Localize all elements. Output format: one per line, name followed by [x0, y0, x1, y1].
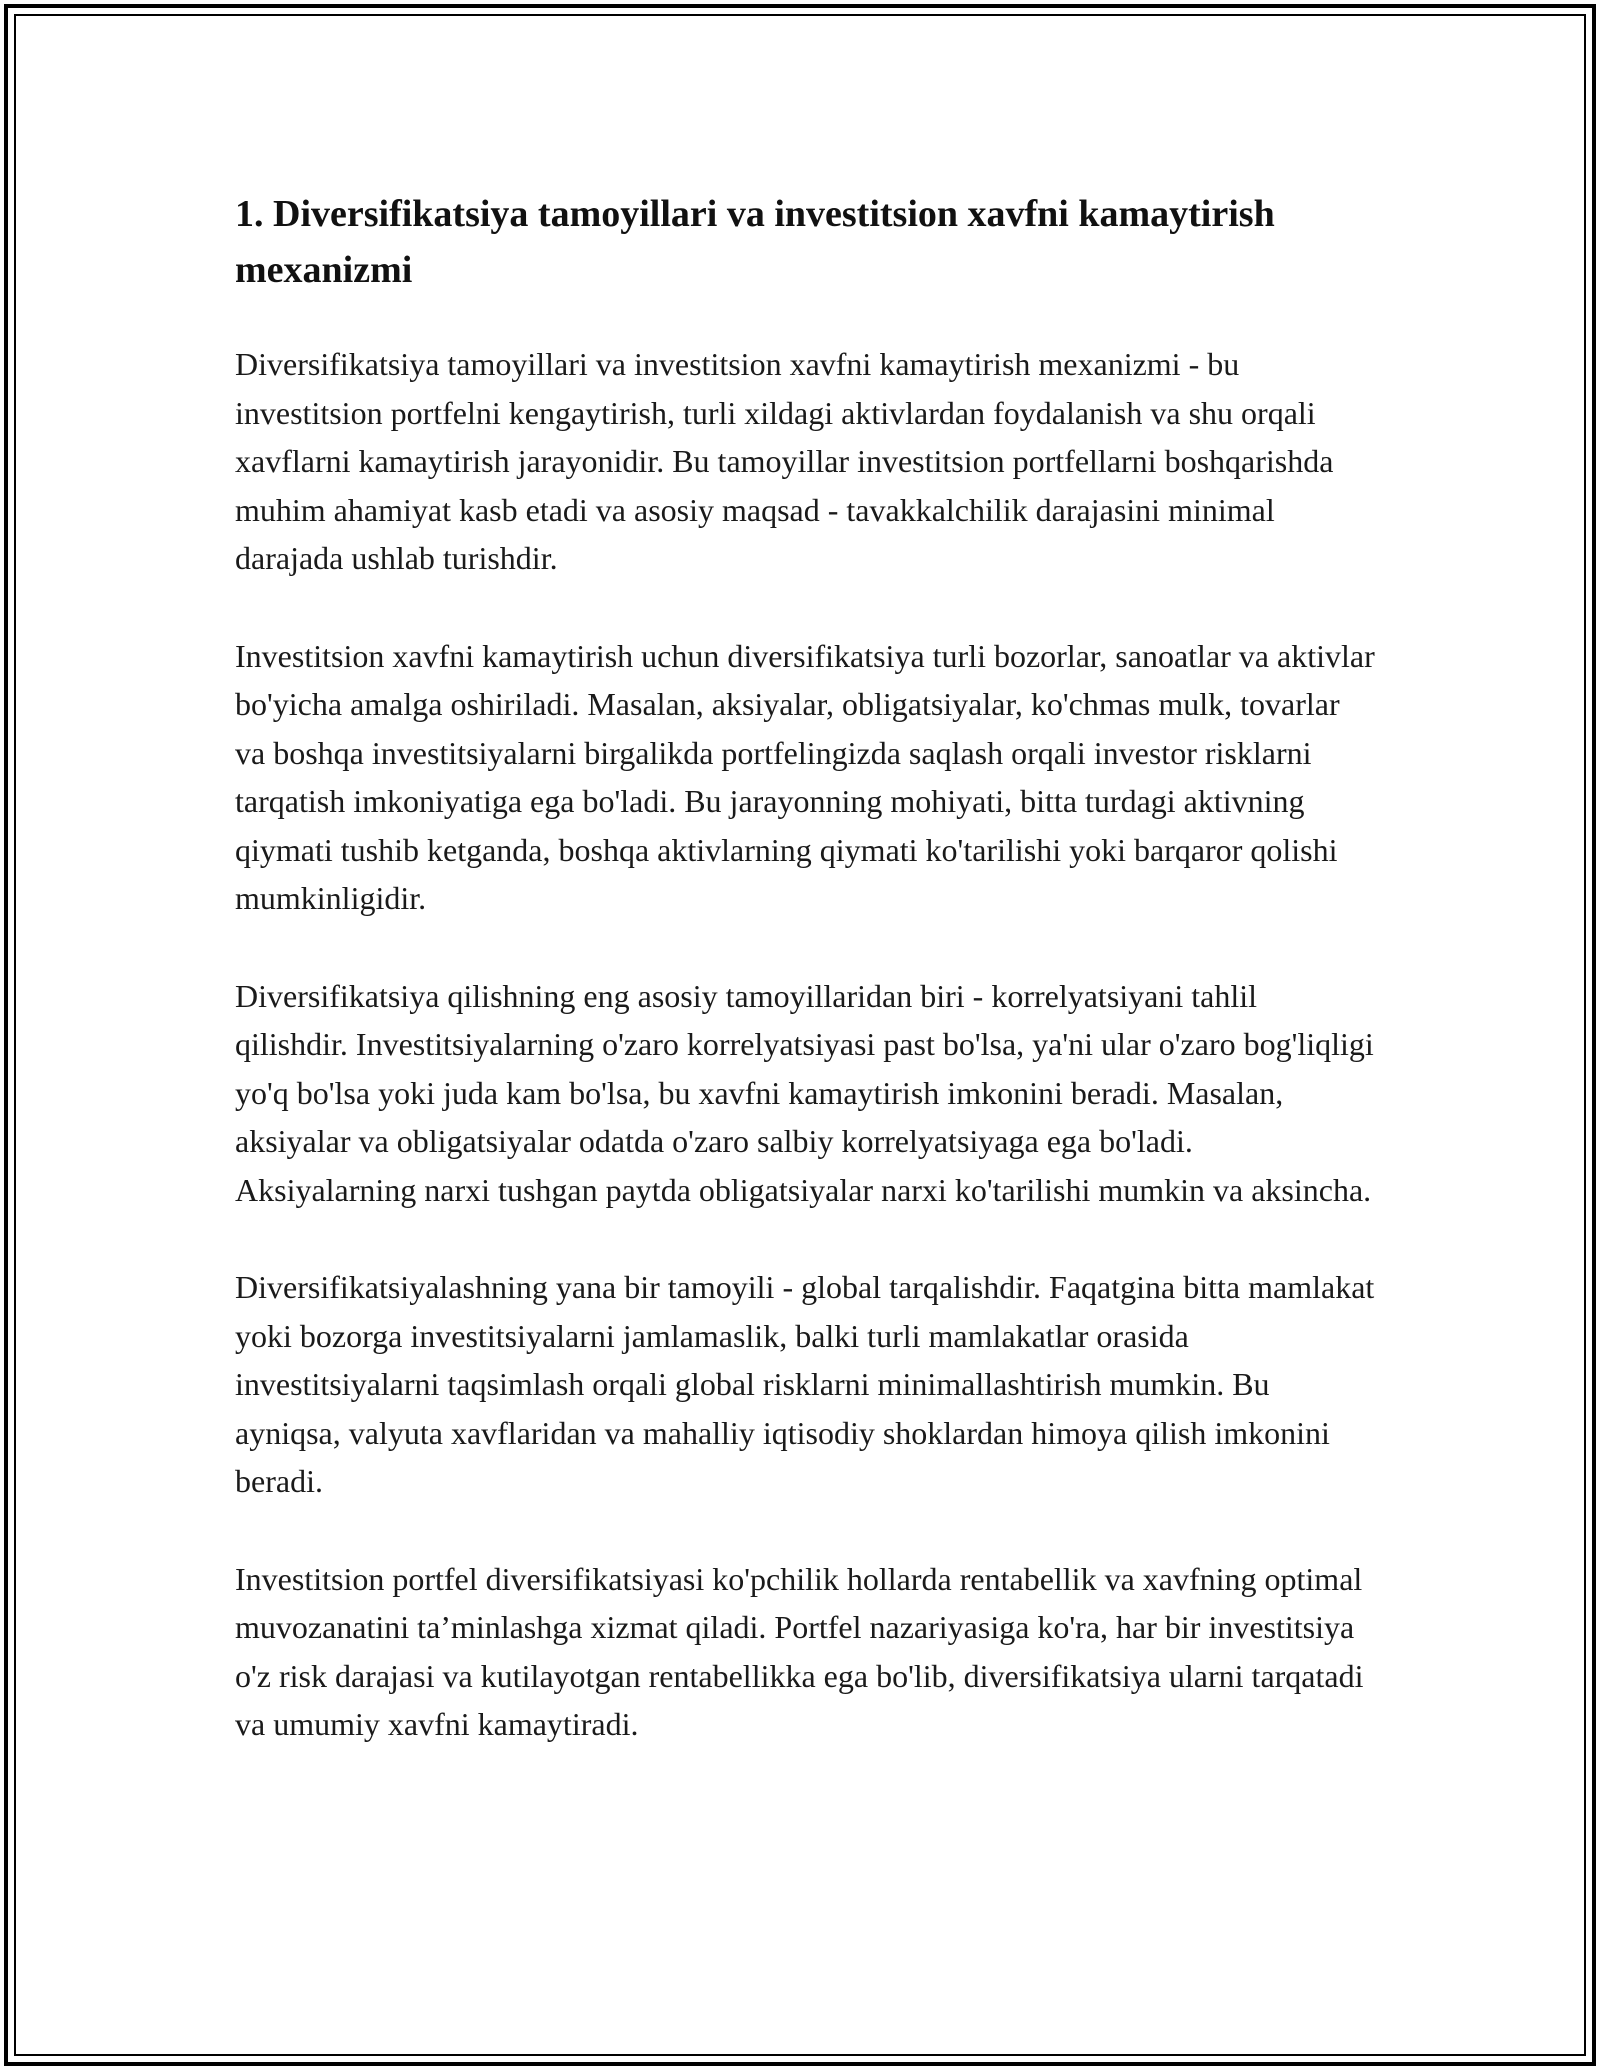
- document-body: [235, 186, 1375, 1798]
- paragraph-4: Diversifikatsiyalashning yana bir tamoyili - global tarqalishdir. Faqatgina bitta mamlakat yoki bozorga investitsiyalarni jamlamaslik, balki turli mamlakatlar orasida investitsiyalarni taqsimlash orqali global risklarni minimallashtirish mumkin. Bu ayniqsa, valyuta xavflaridan va mahalliy iqtisodiy shoklardan himoya qilish imkonini beradi.: [235, 1269, 1375, 1499]
- paragraph-1: Diversifikatsiya tamoyillari va investitsion xavfni kamaytirish mexanizmi - bu investitsion portfelni kengaytirish, turli xildagi aktivlardan foydalanish va shu orqali xavflarni kamaytirish jarayonidir. Bu tamoyillar investitsion portfellarni boshqarishda muhim ahamiyat kasb etadi va asosiy maqsad - tavakkalchilik darajasini minimal darajada ushlab turishdir.: [235, 346, 1334, 576]
- section-title: 1. Diversifikatsiya tamoyillari va investitsion xavfni kamaytirish mexanizmi: [235, 193, 1275, 291]
- paragraph-2: Investitsion xavfni kamaytirish uchun diversifikatsiya turli bozorlar, sanoatlar va aktivlar bo'yicha amalga oshiriladi. Masalan, aksiyalar, obligatsiyalar, ko'chmas mulk, tovarlar va boshqa investitsiyalarni birgalikda portfelingizda saqlash orqali investor risklarni tarqatish imkoniyatiga ega bo'ladi. Bu jarayonning mohiyati, bitta turdagi aktivning qiymati tushib ketganda, boshqa aktivlarning qiymati ko'tarilishi yoki barqaror qolishi mumkinligidir.: [235, 637, 1375, 916]
- paragraph-5: Investitsion portfel diversifikatsiyasi ko'pchilik hollarda rentabellik va xavfning optimal muvozanatini ta’minlashga xizmat qiladi. Portfel nazariyasiga ko'ra, har bir investitsiya o'z risk darajasi va kutilayotgan rentabellikka ega bo'lib, diversifikatsiya ularni tarqatadi va umumiy xavfni kamaytiradi.: [235, 1560, 1364, 1742]
- paragraph-3: Diversifikatsiya qilishning eng asosiy tamoyillaridan biri - korrelyatsiyani tahlil qilishdir. Investitsiyalarning o'zaro korrelyatsiyasi past bo'lsa, ya'ni ular o'zaro bog'liqligi yo'q bo'lsa yoki juda kam bo'lsa, bu xavfni kamaytirish imkonini beradi. Masalan, aksiyalar va obligatsiyalar odatda o'zaro salbiy korrelyatsiyaga ega bo'ladi. Aksiyalarning narxi tushgan paytda obligatsiyalar narxi ko'tarilishi mumkin va aksincha.: [235, 977, 1374, 1208]
